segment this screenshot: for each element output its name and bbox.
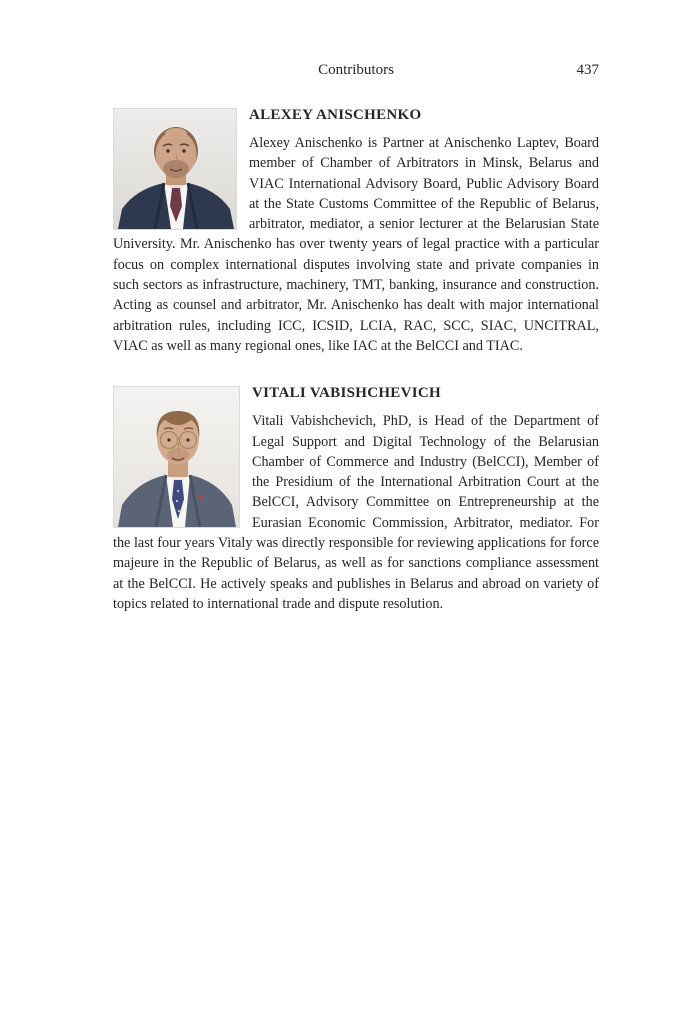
- portrait-photo-vabishchevich: [113, 386, 240, 528]
- portrait-photo-anischenko: [113, 108, 237, 230]
- contributor-bio-anischenko: [113, 106, 599, 356]
- headshot-illustration: [114, 387, 239, 527]
- contributor-name: ALEXEY ANISCHENKO: [249, 107, 422, 123]
- running-head: [113, 62, 599, 82]
- headshot-illustration: [114, 109, 236, 229]
- running-head-title: Contributors: [318, 62, 394, 78]
- contributor-bio-text: Alexey Anischenko is Partner at Anischenko Laptev, Board member of Chamber of Arbitrators in Minsk, Belarus and VIAC International Advisory Board, Public Advisory Board at the State Customs Committee of the Republic of Belarus, arbitrator, mediator, a senior lecturer at the Belarusian State University. Mr. Anischenko has over twenty years of legal practice with a particular focus on complex international disputes involving state and private companies in such sectors as infrastructure, machinery, TMT, banking, insurance and construction. Acting as counsel and arbitrator, Mr. Anischenko has dealt with major international arbitration rules, including ICC, ICSID, LCIA, RAC, SCC, SIAC, UNCITRAL, VIAC as well as many regional ones, like IAC at the BelCCI and TIAC.: [113, 135, 599, 354]
- text-column: [113, 62, 599, 642]
- page-number: 437: [576, 62, 599, 78]
- contributor-bio-text: Vitali Vabishchevich, PhD, is Head of the Department of Legal Support and Digital Technology of the Belarusian Chamber of Commerce and Industry (BelCCI), Member of the Presidium of the International Arbitration Court at the BelCCI, Advisory Committee on Entrepreneurship at the Eurasian Economic Commission, Arbitrator, mediator. For the last four years Vitaly was directly responsible for reviewing applications for force majeure in the Republic of Belarus, as well as for sanctions compliance assessment at the BelCCI. He actively speaks and publishes in Belarus and abroad on variety of topics related to international trade and dispute resolution.: [113, 413, 599, 612]
- contributor-bio-vabishchevich: [113, 384, 599, 614]
- contributor-name: VITALI VABISHCHEVICH: [252, 385, 441, 402]
